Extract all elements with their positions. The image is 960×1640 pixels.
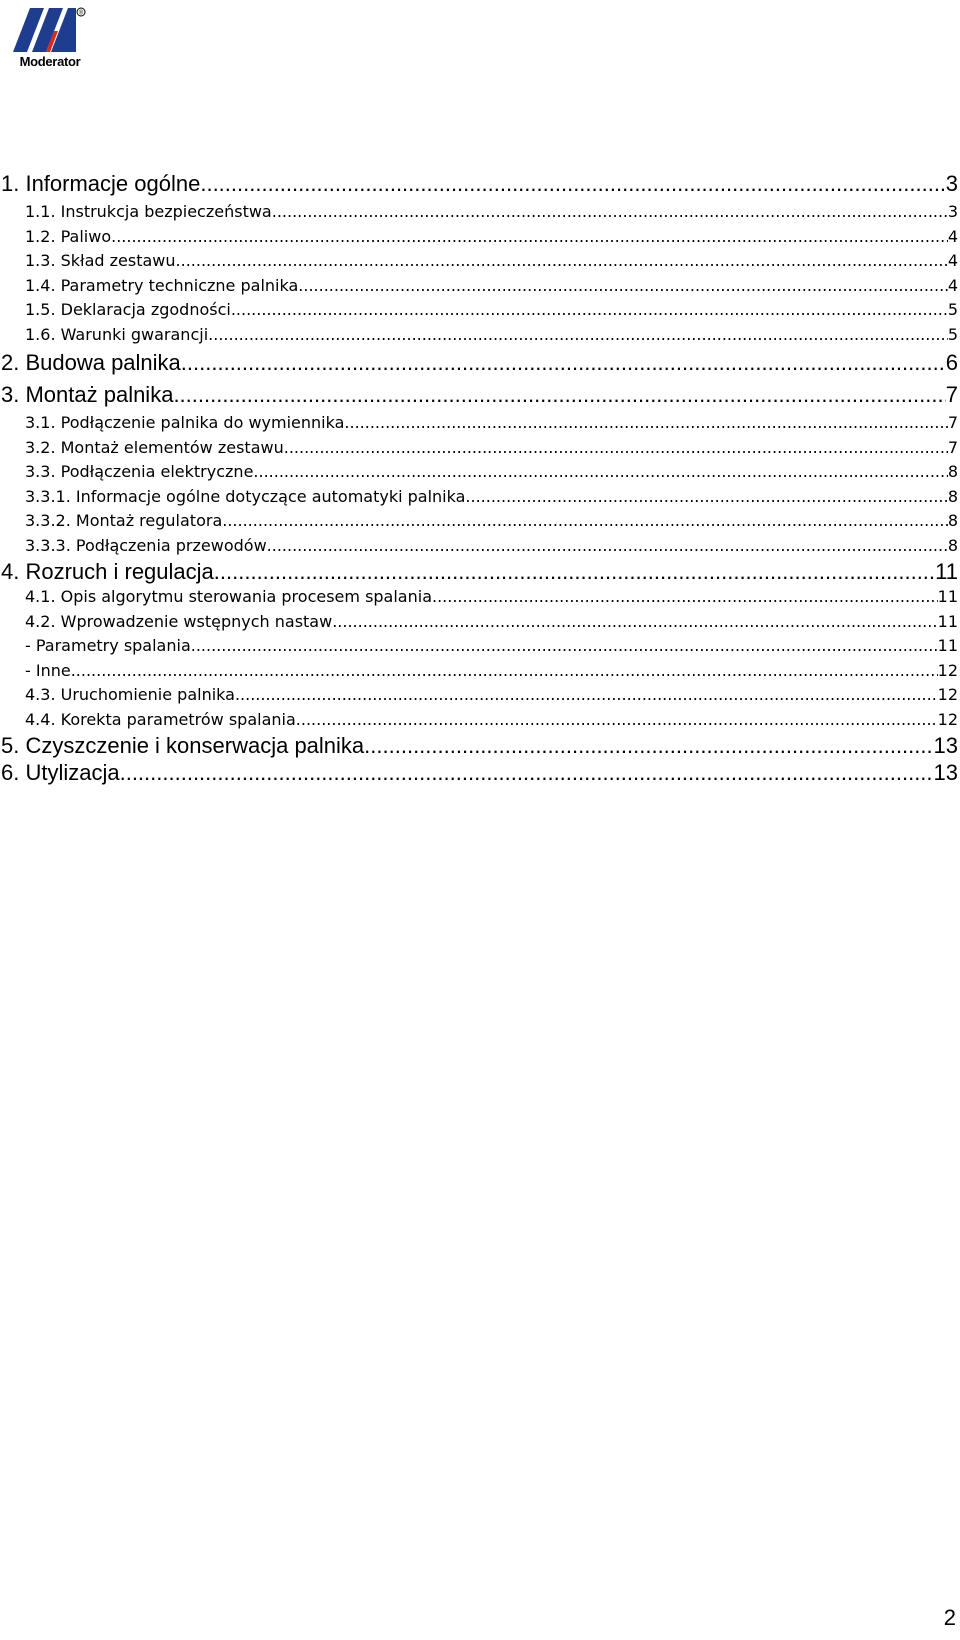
toc-entry[interactable] (1, 274, 958, 299)
moderator-logo-mark (10, 6, 90, 56)
toc-entry-title: 3. Montaż palnika (1, 382, 174, 407)
toc-entry[interactable] (1, 225, 958, 250)
toc-entry-title: 1.2. Paliwo (25, 226, 112, 246)
toc-entry[interactable] (1, 298, 958, 323)
toc-entry-page: 6 (945, 350, 958, 375)
toc-entry[interactable] (1, 347, 958, 379)
toc-entry-page: 11 (937, 611, 958, 631)
toc-dot-leader (296, 708, 938, 733)
toc-dot-leader (253, 460, 947, 485)
toc-entry[interactable] (1, 558, 958, 585)
toc-entry-page: 5 (947, 300, 958, 319)
toc-entry-title: 5. Czyszczenie i konserwacja palnika (1, 733, 365, 758)
toc-entry[interactable] (1, 509, 958, 534)
toc-dot-leader (344, 411, 947, 436)
toc-entry-title: 6. Utylizacja (1, 760, 120, 785)
toc-dot-leader (235, 683, 938, 708)
toc-entry-title: 1.6. Warunki gwarancji (25, 324, 209, 344)
toc-entry-page: 3 (947, 202, 958, 221)
toc-entry[interactable] (1, 249, 958, 274)
toc-dot-leader (465, 485, 947, 510)
toc-entry-title: 4.2. Wprowadzenie wstępnych nastaw (25, 611, 333, 631)
toc-entry[interactable] (1, 379, 958, 411)
toc-entry[interactable] (1, 634, 958, 659)
toc-entry-page: 8 (947, 535, 958, 555)
toc-dot-leader (71, 659, 938, 684)
toc-entry-title: 3.3.1. Informacje ogólne dotyczące automatyki palnika (25, 486, 466, 506)
toc-entry[interactable] (1, 659, 958, 684)
toc-entry[interactable] (1, 683, 958, 708)
toc-entry-page: 13 (933, 733, 958, 758)
toc-entry[interactable] (1, 708, 958, 733)
toc-dot-leader (298, 274, 948, 299)
toc-entry-page: 11 (937, 587, 958, 606)
toc-entry-title: 3.2. Montaż elementów zestawu (25, 437, 284, 457)
toc-entry-page: 5 (947, 324, 958, 344)
toc-dot-leader (214, 558, 935, 585)
toc-entry[interactable] (1, 534, 958, 559)
toc-entry[interactable] (1, 460, 958, 485)
toc-dot-leader (111, 225, 948, 250)
registered-mark: ® (78, 10, 84, 17)
toc-entry[interactable] (1, 585, 958, 610)
logo-wordmark: Moderator (19, 54, 81, 69)
toc-entry[interactable] (1, 436, 958, 461)
toc-entry-title: 3.3. Podłączenia elektryczne (25, 462, 254, 481)
toc-dot-leader (208, 323, 948, 348)
toc-entry-page: 8 (947, 511, 958, 530)
toc-dot-leader (267, 534, 948, 559)
toc-entry-title: 3.3.2. Montaż regulatora (25, 511, 223, 530)
toc-entry-title: 1. Informacje ogólne (1, 171, 201, 196)
table-of-contents (1, 168, 958, 786)
toc-dot-leader (176, 249, 948, 274)
toc-dot-leader (191, 634, 938, 659)
toc-entry-title: 4.3. Uruchomienie palnika (25, 685, 235, 704)
toc-entry-title: 3.1. Podłączenie palnika do wymiennika (25, 413, 345, 432)
toc-entry-page: 3 (945, 171, 958, 196)
toc-entry-page: 8 (947, 462, 958, 481)
toc-entry-page: 7 (945, 382, 958, 407)
toc-entry-title: 1.5. Deklaracja zgodności (25, 300, 231, 319)
toc-dot-leader (364, 732, 933, 759)
toc-entry-title: 4.1. Opis algorytmu sterowania procesem spalania (25, 587, 432, 606)
toc-entry-title: 3.3.3. Podłączenia przewodów (25, 535, 267, 555)
toc-entry[interactable] (1, 485, 958, 510)
toc-dot-leader (284, 436, 948, 461)
toc-entry-title: - Inne (25, 660, 71, 680)
toc-dot-leader (120, 759, 934, 786)
toc-dot-leader (200, 168, 945, 200)
toc-entry-title: 2. Budowa palnika (1, 350, 181, 375)
toc-entry-page: 11 (935, 559, 958, 584)
toc-entry-title: 1.1. Instrukcja bezpieczeństwa (25, 202, 272, 221)
toc-entry-title: 4.4. Korekta parametrów spalania (25, 709, 296, 729)
toc-entry-page: 4 (947, 251, 958, 270)
toc-entry-title: 1.4. Parametry techniczne palnika (25, 275, 299, 295)
toc-dot-leader (222, 509, 948, 534)
toc-entry-page: 4 (947, 275, 958, 295)
toc-entry[interactable] (1, 732, 958, 759)
toc-entry-title: 1.3. Skład zestawu (25, 251, 176, 270)
toc-entry[interactable] (1, 411, 958, 436)
page-number: 2 (943, 1605, 956, 1630)
toc-dot-leader (181, 347, 946, 379)
toc-entry-page: 7 (947, 437, 958, 457)
moderator-logo (10, 6, 90, 70)
toc-entry-title: - Parametry spalania (25, 636, 191, 655)
toc-entry-page: 12 (937, 660, 958, 680)
toc-dot-leader (432, 585, 938, 610)
toc-entry[interactable] (1, 168, 958, 200)
toc-entry-page: 12 (937, 685, 958, 704)
toc-entry-page: 12 (937, 709, 958, 729)
toc-entry-page: 4 (947, 226, 958, 246)
toc-dot-leader (173, 379, 945, 411)
toc-entry-page: 11 (937, 636, 958, 655)
toc-entry[interactable] (1, 759, 958, 786)
toc-entry[interactable] (1, 200, 958, 225)
toc-entry-title: 4. Rozruch i regulacja (1, 559, 214, 584)
toc-entry-page: 8 (947, 486, 958, 506)
toc-dot-leader (231, 298, 948, 323)
toc-entry-page: 7 (947, 413, 958, 432)
toc-dot-leader (332, 610, 937, 635)
toc-entry-page: 13 (933, 760, 958, 785)
toc-dot-leader (272, 200, 948, 225)
toc-entry[interactable] (1, 323, 958, 348)
toc-entry[interactable] (1, 610, 958, 635)
